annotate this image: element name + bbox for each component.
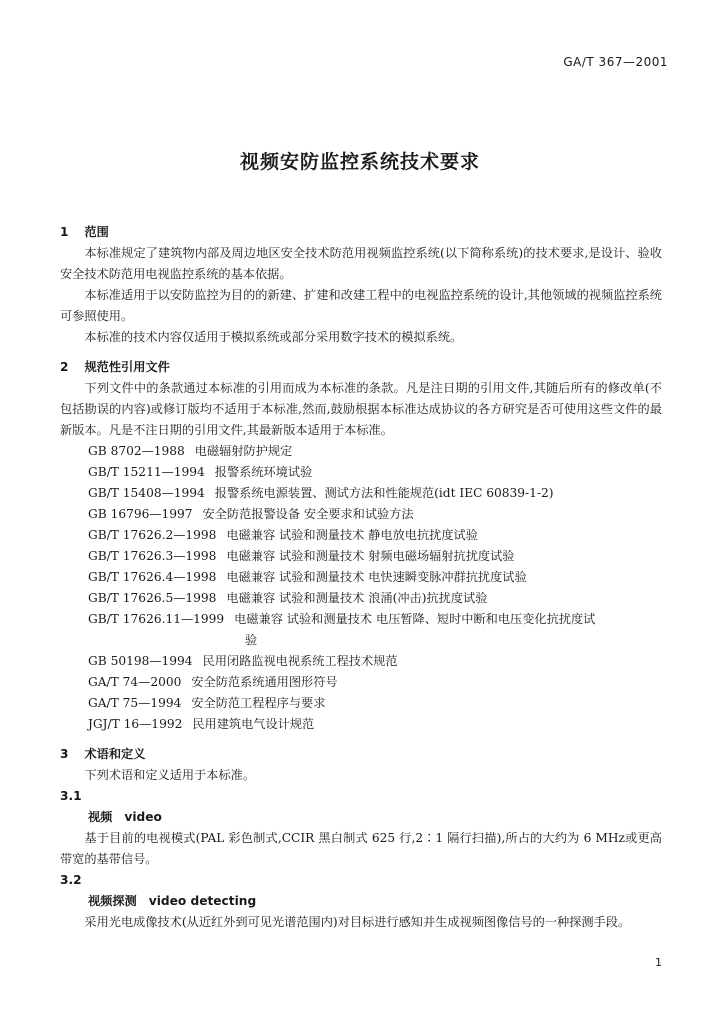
reference-title: 报警系统电源装置、测试方法和性能规范(idt IEC 60839-1-2) (214, 486, 554, 500)
subclause-number: 3.2 (60, 873, 82, 887)
reference-code: GA/T 75—1994 (88, 696, 182, 710)
reference-code: GB 50198—1994 (88, 654, 193, 668)
section-1-heading (60, 222, 662, 243)
term-definition: 基于目前的电视模式(PAL 彩色制式,CCIR 黑白制式 625 行,2∶1 隔行扫描),所占的大约为 6 MHz或更高带宽的基带信号。 (60, 831, 662, 866)
page-number: 1 (655, 956, 662, 969)
reference-code: GB/T 17626.5—1998 (88, 591, 217, 605)
normative-reference-list (60, 441, 662, 735)
reference-item (60, 462, 662, 483)
reference-code: GB 8702—1988 (88, 444, 185, 458)
subclause-number: 3.1 (60, 789, 82, 803)
reference-item (60, 693, 662, 714)
paragraph: 本标准适用于以安防监控为目的的新建、扩建和改建工程中的电视监控系统的设计,其他领域的视频监控系统可参照使用。 (60, 288, 662, 323)
reference-code: GB/T 17626.3—1998 (88, 549, 217, 563)
reference-title: 安全防范工程程序与要求 (191, 696, 326, 710)
reference-item (60, 651, 662, 672)
paragraph: 下列术语和定义适用于本标准。 (84, 768, 256, 782)
section-title: 规范性引用文件 (84, 360, 170, 374)
reference-item (60, 504, 662, 525)
paragraph: 本标准的技术内容仅适用于模拟系统或部分采用数字技术的模拟系统。 (84, 330, 463, 344)
section-number: 2 (60, 360, 69, 374)
reference-title: 电磁辐射防护规定 (194, 444, 293, 458)
reference-title: 民用建筑电气设计规范 (192, 717, 315, 731)
paragraph: 本标准规定了建筑物内部及周边地区安全技术防范用视频监控系统(以下简称系统)的技术要求,是设计、验收安全技术防范用电视监控系统的基本依据。 (60, 246, 662, 281)
reference-item (60, 546, 662, 567)
reference-title: 电磁兼容 试验和测量技术 静电放电抗扰度试验 (226, 528, 478, 542)
paragraph: 下列文件中的条款通过本标准的引用而成为本标准的条款。凡是注日期的引用文件,其随后所有的修改单(不包括勘误的内容)或修订版均不适用于本标准,然而,鼓励根据本标准达成协议的各方研究是否可使用这些文件的最新版本。凡是不注日期的引用文件,其最新版本适用于本标准。 (60, 381, 662, 437)
reference-item (60, 609, 662, 630)
document-body (60, 222, 662, 933)
term-chinese: 视频 (88, 810, 113, 824)
reference-code: JGJ/T 16—1992 (88, 717, 183, 731)
reference-item (60, 714, 662, 735)
term-chinese: 视频探测 (88, 894, 137, 908)
section-3-heading (60, 744, 662, 765)
standard-code: GA/T 367—2001 (563, 55, 668, 69)
section-number: 1 (60, 225, 69, 239)
reference-code: GB/T 17626.2—1998 (88, 528, 217, 542)
reference-item (60, 672, 662, 693)
reference-code: GB/T 17626.11—1999 (88, 612, 225, 626)
term-english: video detecting (148, 894, 257, 908)
section-number: 3 (60, 747, 69, 761)
term-definition: 采用光电成像技术(从近红外到可见光谱范围内)对目标进行感知并生成视频图像信号的一种探测手段。 (84, 915, 631, 929)
reference-code: GB/T 15408—1994 (88, 486, 205, 500)
reference-code: GA/T 74—2000 (88, 675, 182, 689)
reference-title: 报警系统环境试验 (214, 465, 313, 479)
term-heading (60, 807, 662, 828)
reference-code: GB/T 15211—1994 (88, 465, 205, 479)
reference-item (60, 525, 662, 546)
term-heading (60, 891, 662, 912)
reference-title: 民用闭路监视电视系统工程技术规范 (202, 654, 398, 668)
reference-title: 电磁兼容 试验和测量技术 浪涌(冲击)抗扰度试验 (226, 591, 488, 605)
reference-item (60, 567, 662, 588)
reference-title: 安全防范系统通用图形符号 (191, 675, 338, 689)
section-title: 范围 (84, 225, 109, 239)
reference-title: 电磁兼容 试验和测量技术 电快速瞬变脉冲群抗扰度试验 (226, 570, 527, 584)
reference-code: GB/T 17626.4—1998 (88, 570, 217, 584)
reference-item (60, 441, 662, 462)
term-english: video (124, 810, 162, 824)
reference-title: 安全防范报警设备 安全要求和试验方法 (202, 507, 414, 521)
reference-title: 电磁兼容 试验和测量技术 射频电磁场辐射抗扰度试验 (226, 549, 515, 563)
reference-title-continuation: 验 (245, 633, 258, 647)
reference-item (60, 483, 662, 504)
reference-title: 电磁兼容 试验和测量技术 电压暂降、短时中断和电压变化抗扰度试 (234, 612, 596, 626)
reference-item (60, 588, 662, 609)
document-title: 视频安防监控系统技术要求 (239, 151, 480, 173)
section-title: 术语和定义 (84, 747, 146, 761)
section-2-heading (60, 357, 662, 378)
reference-code: GB 16796—1997 (88, 507, 193, 521)
